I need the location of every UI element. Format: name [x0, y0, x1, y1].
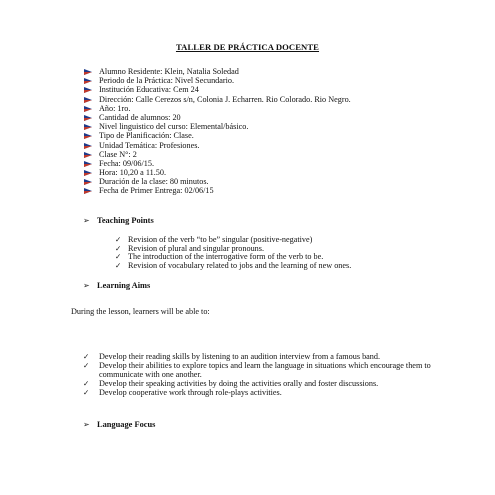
lesson-intro: During the lesson, learners will be able to:: [71, 307, 210, 316]
checkmark-icon: ✓: [83, 361, 90, 370]
arrow-bullet-icon: [84, 106, 92, 112]
checkmark-icon: ✓: [115, 235, 122, 244]
arrow-bullet-icon: [84, 179, 92, 185]
arrow-bullet-icon: [84, 69, 92, 75]
document-title: TALLER DE PRÁCTICA DOCENTE: [175, 42, 320, 52]
list-item: ✓ Revision of the verb “to be” singular (positive-negative): [115, 235, 313, 244]
info-text: Institución Educativa: Cem 24: [99, 85, 199, 95]
info-text: Año: 1ro.: [99, 103, 131, 113]
arrow-bullet-icon: [84, 78, 92, 84]
info-item: [84, 141, 351, 150]
info-item: [84, 122, 351, 131]
info-text: Periodo de la Práctica: Nivel Secundario.: [99, 76, 235, 86]
info-text: Nivel linguistico del curso: Elemental/básico.: [99, 122, 249, 132]
list-item: ✓ Revision of vocabulary related to jobs and the learning of new ones.: [115, 260, 352, 270]
arrow-bullet-icon: [84, 152, 92, 158]
info-text: Hora: 10,20 a 11.50.: [99, 168, 167, 178]
info-item: [84, 85, 351, 94]
checkmark-icon: ✓: [83, 388, 90, 397]
info-item: [84, 113, 351, 122]
checkmark-icon: ✓: [83, 379, 90, 388]
list-item: ✓ The introduction of the interrogative form of the verb to be.: [115, 252, 324, 262]
teaching-points-list: [115, 236, 351, 270]
info-text: Alumno Residente: Klein, Natalia Soledad: [99, 67, 239, 76]
list-item: ✓ Develop their reading skills by listening to an audition interview from a famous band.: [83, 352, 381, 361]
arrow-bullet-icon: [84, 87, 92, 93]
info-item: [84, 186, 351, 195]
checkmark-icon: ✓: [83, 352, 90, 361]
language-focus-heading: ➢ Language Focus: [83, 420, 156, 429]
info-text: Tipo de Planificación: Clase.: [99, 131, 194, 141]
info-item: [84, 95, 351, 104]
course-info-list: [84, 67, 351, 196]
info-item: [84, 131, 351, 140]
arrow-bullet-icon: [84, 115, 92, 121]
info-item: [84, 150, 351, 159]
info-item: [84, 159, 351, 168]
arrow-bullet-icon: [84, 170, 92, 176]
arrowhead-bullet-icon: ➢: [83, 281, 90, 290]
arrow-bullet-icon: [84, 133, 92, 139]
arrowhead-bullet-icon: ➢: [83, 420, 90, 429]
info-item: [84, 67, 351, 76]
list-item: ✓ Develop their abilities to explore topics and learn the language in situations which encourage them to communicate with one another.: [83, 361, 431, 379]
info-text: Unidad Temática: Profesiones.: [99, 140, 200, 150]
info-item: [84, 76, 351, 85]
arrow-bullet-icon: [84, 161, 92, 167]
learning-aims-list: [83, 352, 433, 397]
list-item: ✓ Develop cooperative work through role-plays activities.: [83, 388, 282, 397]
checkmark-icon: ✓: [115, 243, 122, 253]
arrow-bullet-icon: [84, 143, 92, 149]
arrow-bullet-icon: [84, 188, 92, 194]
info-item: [84, 104, 351, 113]
list-item: ✓ Develop their speaking activities by doing the activities orally and foster discussions.: [83, 379, 379, 388]
list-item: ✓ Revision of plural and singular pronouns.: [115, 243, 264, 253]
checkmark-icon: ✓: [115, 252, 122, 262]
info-item: [84, 177, 351, 186]
arrowhead-bullet-icon: ➢: [83, 216, 90, 225]
arrow-bullet-icon: [84, 97, 92, 103]
info-text: Fecha de Primer Entrega: 02/06/15: [99, 186, 214, 196]
info-text: Duración de la clase: 80 minutos.: [99, 177, 209, 187]
arrow-bullet-icon: [84, 124, 92, 130]
learning-aims-heading: ➢ Learning Aims: [83, 281, 151, 290]
info-text: Clase N°: 2: [99, 149, 137, 159]
checkmark-icon: ✓: [115, 260, 122, 270]
info-text: Cantidad de alumnos: 20: [99, 112, 181, 122]
info-text: Dirección: Calle Cerezos s/n, Colonia J. Echarren. Rio Colorado. Rio Negro.: [99, 94, 351, 104]
info-text: Fecha: 09/06/15.: [99, 158, 155, 168]
teaching-points-heading: ➢ Teaching Points: [83, 216, 154, 225]
info-item: [84, 168, 351, 177]
